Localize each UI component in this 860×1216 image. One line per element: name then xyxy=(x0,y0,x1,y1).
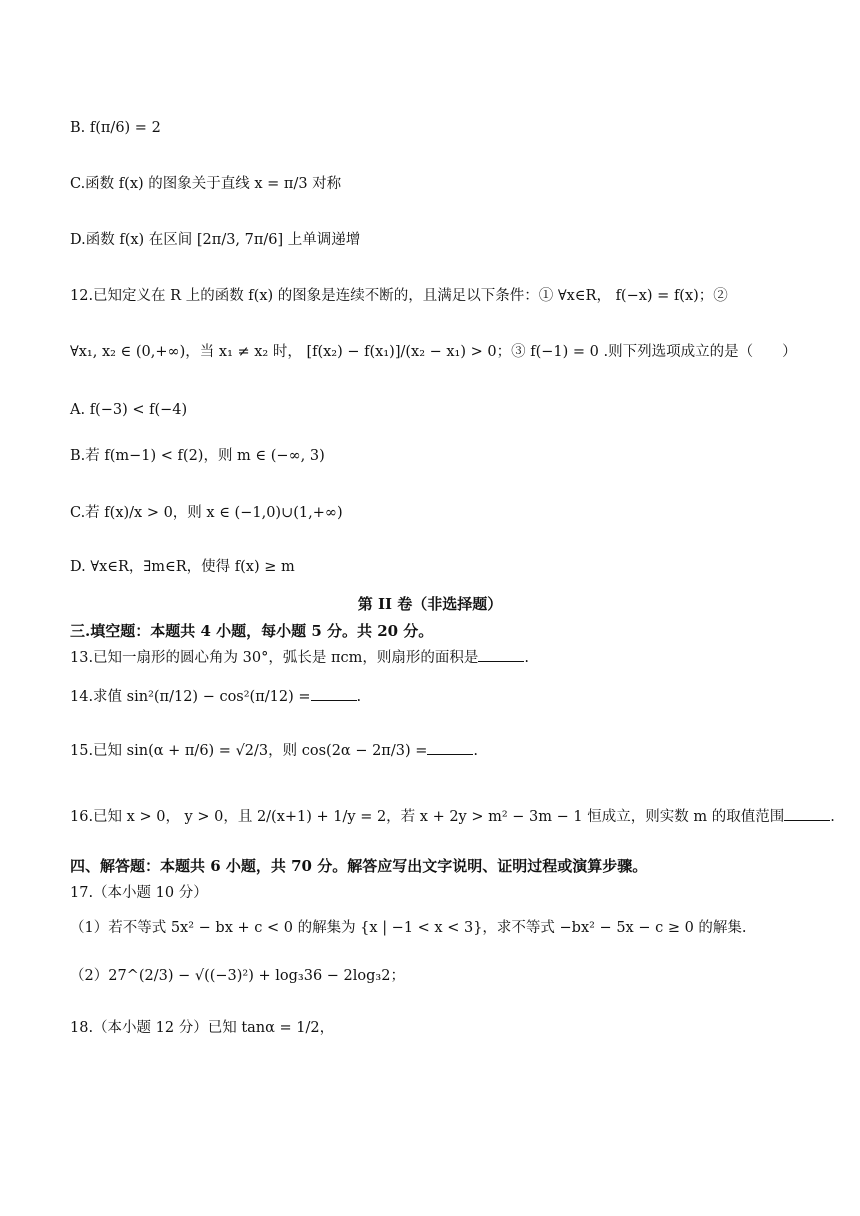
part-4-heading: 四、解答题：本题共 6 小题，共 70 分。解答应写出文字说明、证明过程或演算步骤。 xyxy=(70,857,648,875)
q15-text: 15.已知 sin(α + π/6) = √2/3，则 cos(2α − 2π/3) = xyxy=(70,743,428,759)
part-3-heading: 三.填空题：本题共 4 小题，每小题 5 分。共 20 分。 xyxy=(70,622,434,640)
answer-blank xyxy=(784,806,830,821)
q17-part-1: （1）若不等式 5x² − bx + c < 0 的解集为 {x | −1 < x < 3}，求不等式 −bx² − 5x − c ≥ 0 的解集. xyxy=(70,920,747,936)
q12-option-a: A. f(−3) < f(−4) xyxy=(70,402,188,418)
q13-text: 13.已知一扇形的圆心角为 30°，弧长是 πcm，则扇形的面积是 xyxy=(70,650,479,666)
question-13: 13.已知一扇形的圆心角为 30°，弧长是 πcm，则扇形的面积是 . xyxy=(70,647,529,668)
q12-option-c: C.若 f(x)/x > 0，则 x ∈ (−1,0)∪(1,+∞) xyxy=(70,505,343,521)
q12-option-d: D. ∀x∈R，∃m∈R，使得 f(x) ≥ m xyxy=(70,559,295,575)
q12-option-b: B.若 f(m−1) < f(2)，则 m ∈ (−∞, 3) xyxy=(70,448,325,464)
answer-blank xyxy=(311,686,357,701)
question-15: 15.已知 sin(α + π/6) = √2/3，则 cos(2α − 2π/3) = . xyxy=(70,740,478,761)
answer-blank xyxy=(427,740,473,755)
q12-stem-line-2: ∀x₁, x₂ ∈ (0,+∞)，当 x₁ ≠ x₂ 时， [f(x₂) − f(x₁)]/(x₂ − x₁) > 0；③ f(−1) = 0 .则下列选项成立的是（ ） xyxy=(70,344,797,360)
q11-option-c: C.函数 f(x) 的图象关于直线 x = π/3 对称 xyxy=(70,176,342,192)
q14-text: 14.求值 sin²(π/12) − cos²(π/12) = xyxy=(70,689,311,705)
q17-title: 17.（本小题 10 分） xyxy=(70,885,208,901)
answer-blank xyxy=(478,647,524,662)
q12-stem-line-1: 12.已知定义在 R 上的函数 f(x) 的图象是连续不断的，且满足以下条件：① ∀x∈R， f(−x) = f(x)；② xyxy=(70,288,728,304)
question-14: 14.求值 sin²(π/12) − cos²(π/12) = . xyxy=(70,686,361,707)
question-16: 16.已知 x > 0， y > 0，且 2/(x+1) + 1/y = 2，若 x + 2y > m² − 3m − 1 恒成立，则实数 m 的取值范围 . xyxy=(70,806,835,827)
q11-option-b: B. f(π/6) = 2 xyxy=(70,120,161,136)
section-2-title: 第 II 卷（非选择题） xyxy=(357,595,503,613)
q16-text: 16.已知 x > 0， y > 0，且 2/(x+1) + 1/y = 2，若 x + 2y > m² − 3m − 1 恒成立，则实数 m 的取值范围 xyxy=(70,809,785,825)
q17-part-2: （2）27^(2/3) − √((−3)²) + log₃36 − 2log₃2； xyxy=(70,968,405,984)
question-18: 18.（本小题 12 分）已知 tanα = 1/2， xyxy=(70,1020,335,1036)
q11-option-d: D.函数 f(x) 在区间 [2π/3, 7π/6] 上单调递增 xyxy=(70,232,361,248)
